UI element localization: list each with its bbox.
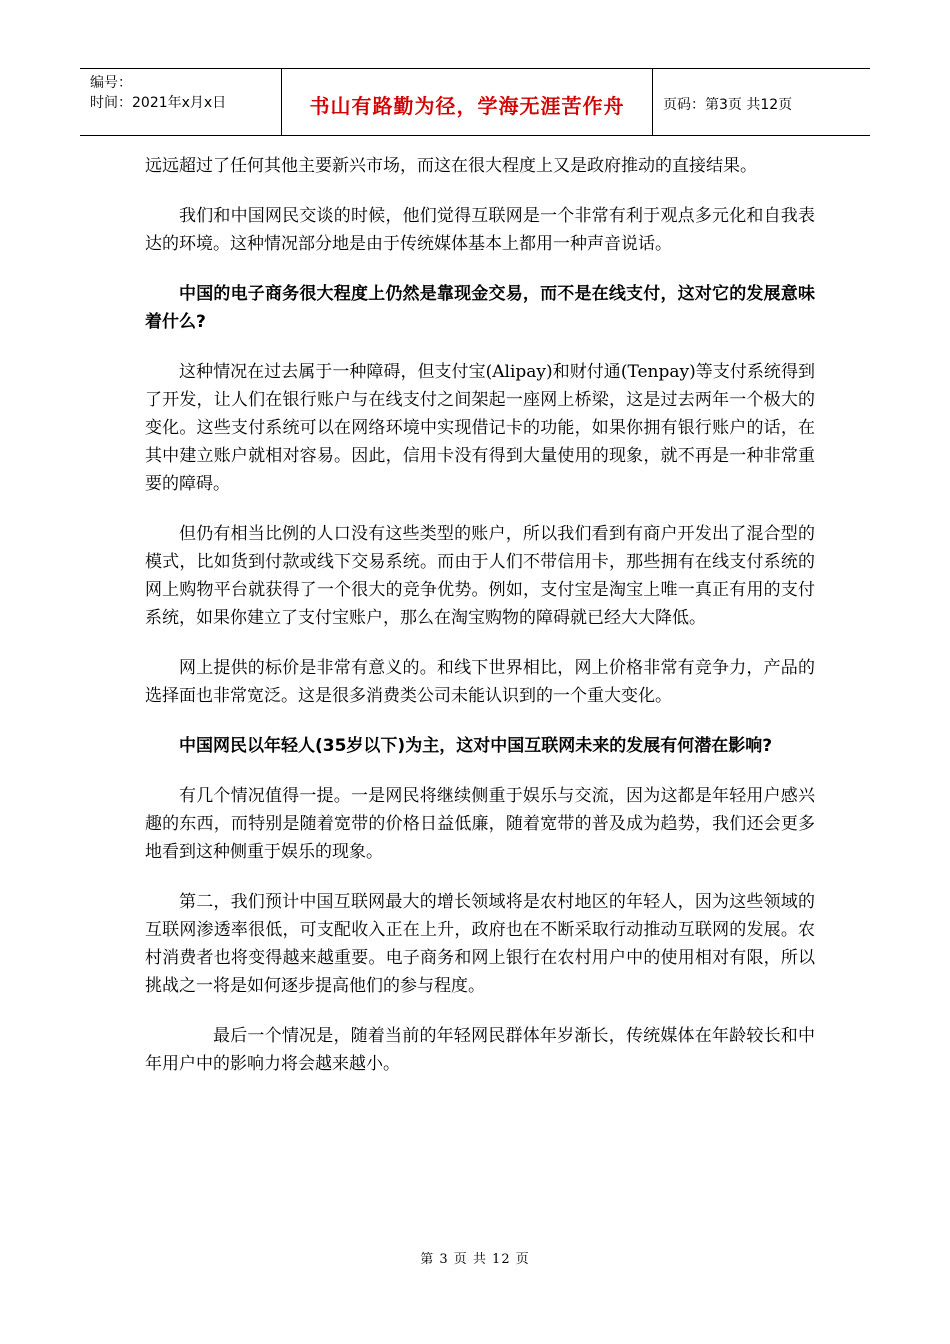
paragraph: 网上提供的标价是非常有意义的。和线下世界相比，网上价格非常有竞争力，产品的选择面也非常宽泛。这是很多消费类公司未能认识到的一个重大变化。 xyxy=(145,658,815,706)
question-heading: 中国的电子商务很大程度上仍然是靠现金交易，而不是在线支付，这对它的发展意味着什么? xyxy=(145,284,815,332)
paragraph: 我们和中国网民交谈的时候，他们觉得互联网是一个非常有利于观点多元化和自我表达的环境。这种情况部分地是由于传统媒体基本上都用一种声音说话。 xyxy=(145,206,815,254)
paragraph: 第二，我们预计中国互联网最大的增长领域将是农村地区的年轻人，因为这些领域的互联网渗透率很低，可支配收入正在上升，政府也在不断采取行动推动互联网的发展。农村消费者也将变得越来越重要。电子商务和网上银行在农村用户中的使用相对有限，所以挑战之一将是如何逐步提高他们的参与程度。 xyxy=(145,892,815,996)
header-page-info: 页码：第3页 共12页 xyxy=(663,97,793,113)
header-motto: 书山有路勤为径，学海无涯苦作舟 xyxy=(309,93,625,118)
paragraph-final: 最后一个情况是，随着当前的年轻网民群体年岁渐长，传统媒体在年龄较长和中年用户中的影响力将会越来越小。 xyxy=(145,1026,815,1074)
document-body xyxy=(145,152,815,1100)
header-motto-cell xyxy=(282,69,653,135)
document-time-label: 时间：2021年x月x日 xyxy=(90,95,227,111)
paragraph-continuation: 远远超过了任何其他主要新兴市场，而这在很大程度上又是政府推动的直接结果。 xyxy=(145,156,757,176)
paragraph: 这种情况在过去属于一种障碍，但支付宝(Alipay)和财付通(Tenpay)等支付系统得到了开发，让人们在银行账户与在线支付之间架起一座网上桥梁，这是过去两年一个极大的变化。这些支付系统可以在网络环境中实现借记卡的功能，如果你拥有银行账户的话，在其中建立账户就相对容易。因此，信用卡没有得到大量使用的现象，就不再是一种非常重要的障碍。 xyxy=(145,362,815,494)
page-footer: 第 3 页 共 12 页 xyxy=(420,1252,530,1267)
header-page-cell xyxy=(653,69,870,135)
header-meta-cell xyxy=(80,69,282,135)
page-header xyxy=(80,68,870,136)
paragraph: 但仍有相当比例的人口没有这些类型的账户，所以我们看到有商户开发出了混合型的模式，比如货到付款或线下交易系统。而由于人们不带信用卡，那些拥有在线支付系统的网上购物平台就获得了一个很大的竞争优势。例如，支付宝是淘宝上唯一真正有用的支付系统，如果你建立了支付宝账户，那么在淘宝购物的障碍就已经大大降低。 xyxy=(145,524,815,628)
paragraph: 有几个情况值得一提。一是网民将继续侧重于娱乐与交流，因为这都是年轻用户感兴趣的东西，而特别是随着宽带的价格日益低廉，随着宽带的普及成为趋势，我们还会更多地看到这种侧重于娱乐的现象。 xyxy=(145,786,815,862)
question-heading: 中国网民以年轻人(35岁以下)为主，这对中国互联网未来的发展有何潜在影响? xyxy=(179,736,773,756)
document-number-label: 编号： xyxy=(90,75,132,91)
